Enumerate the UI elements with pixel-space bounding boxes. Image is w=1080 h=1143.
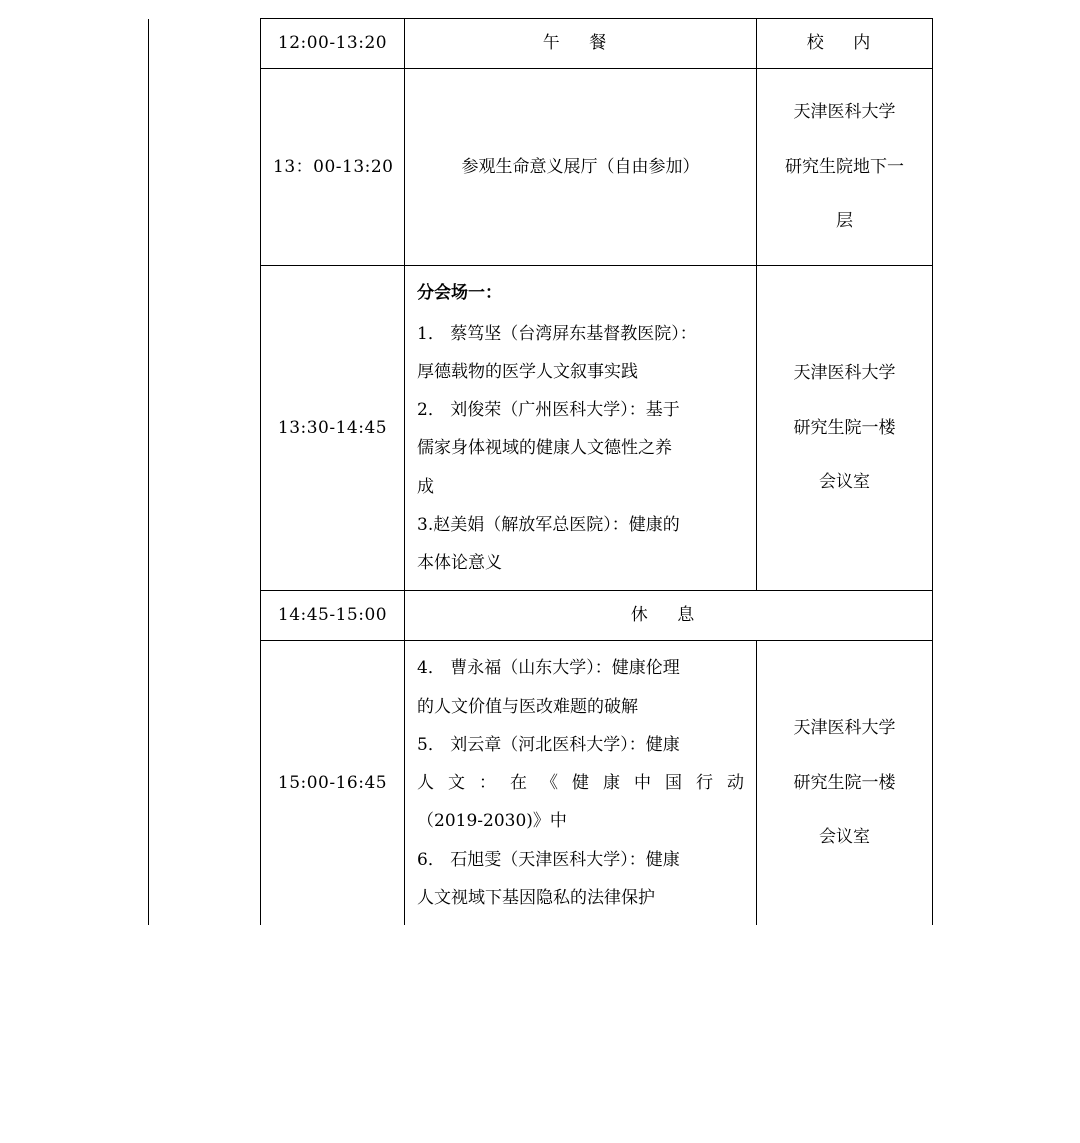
topic-cell [405,69,757,266]
topic-line: 3.赵美娟（解放军总医院）：健康的 [417,514,680,535]
venue-line: 天津医科大学 [793,363,896,384]
topic-line: 6． 石旭雯（天津医科大学）：健康 [417,849,680,870]
time-cell [261,641,405,925]
table-row [149,69,933,266]
venue-cell [757,641,933,925]
topic-line: 本体论意义 [417,553,502,574]
time-text: 12:00-13:20 [277,33,388,53]
topic-cell [405,266,757,591]
time-cell [261,591,405,641]
topic-line: 5． 刘云章（河北医科大学）：健康 [417,734,680,755]
topic-line: 4． 曹永福（山东大学）：健康伦理 [417,658,680,679]
venue-cell [757,19,933,69]
time-text: 15:00-16:45 [277,772,388,793]
venue-line: 层 [836,210,853,231]
topic-text: 午 餐 [542,33,619,53]
venue-line: 研究生院地下一 [785,156,904,177]
topic-cell [405,19,757,69]
topic-line: 2． 刘俊荣（广州医科大学）：基于 [417,400,680,421]
table-row [149,19,933,69]
topic-cell [405,591,933,641]
session-heading: 分会场一： [417,283,502,304]
left-margin-cell [149,19,261,926]
venue-cell [757,69,933,266]
topic-text [405,266,756,590]
table-row [149,266,933,591]
time-cell [261,19,405,69]
venue-text [757,69,932,265]
schedule-table [148,18,933,925]
time-text: 14:45-15:00 [277,605,388,626]
time-cell [261,69,405,266]
topic-line: 成 [417,476,434,497]
topic-line: 人文视域下基因隐私的法律保护 [417,887,655,908]
table-row [149,641,933,925]
venue-text: 校 内 [806,33,883,53]
time-cell [261,266,405,591]
topic-text: 参观生命意义展厅（自由参加） [461,157,700,178]
venue-line: 会议室 [819,472,870,492]
table-row [149,591,933,641]
venue-cell [757,266,933,591]
topic-line: 厚德载物的医学人文叙事实践 [417,361,638,382]
topic-text [405,641,756,925]
topic-line: （2019-2030)》中 [417,811,567,832]
venue-line: 会议室 [819,827,870,848]
time-text: 13:30-14:45 [277,417,388,438]
topic-cell [405,641,757,925]
venue-line: 研究生院一楼 [793,417,896,438]
topic-line: 的人文价值与医改难题的破解 [417,696,638,717]
topic-line: 1． 蔡笃坚（台湾屏东基督教医院）： [417,323,697,344]
venue-text [757,330,932,526]
topic-line: 人 文 ： 在 《 健 康 中 国 行 动 [417,773,744,794]
venue-line: 天津医科大学 [793,718,896,739]
venue-line: 天津医科大学 [793,102,896,123]
topic-line: 儒家身体视域的健康人文德性之养 [417,438,672,459]
time-text: 13：00-13:20 [273,156,394,177]
venue-text [757,685,932,881]
venue-line: 研究生院一楼 [793,772,896,793]
topic-text: 休 息 [630,605,707,626]
